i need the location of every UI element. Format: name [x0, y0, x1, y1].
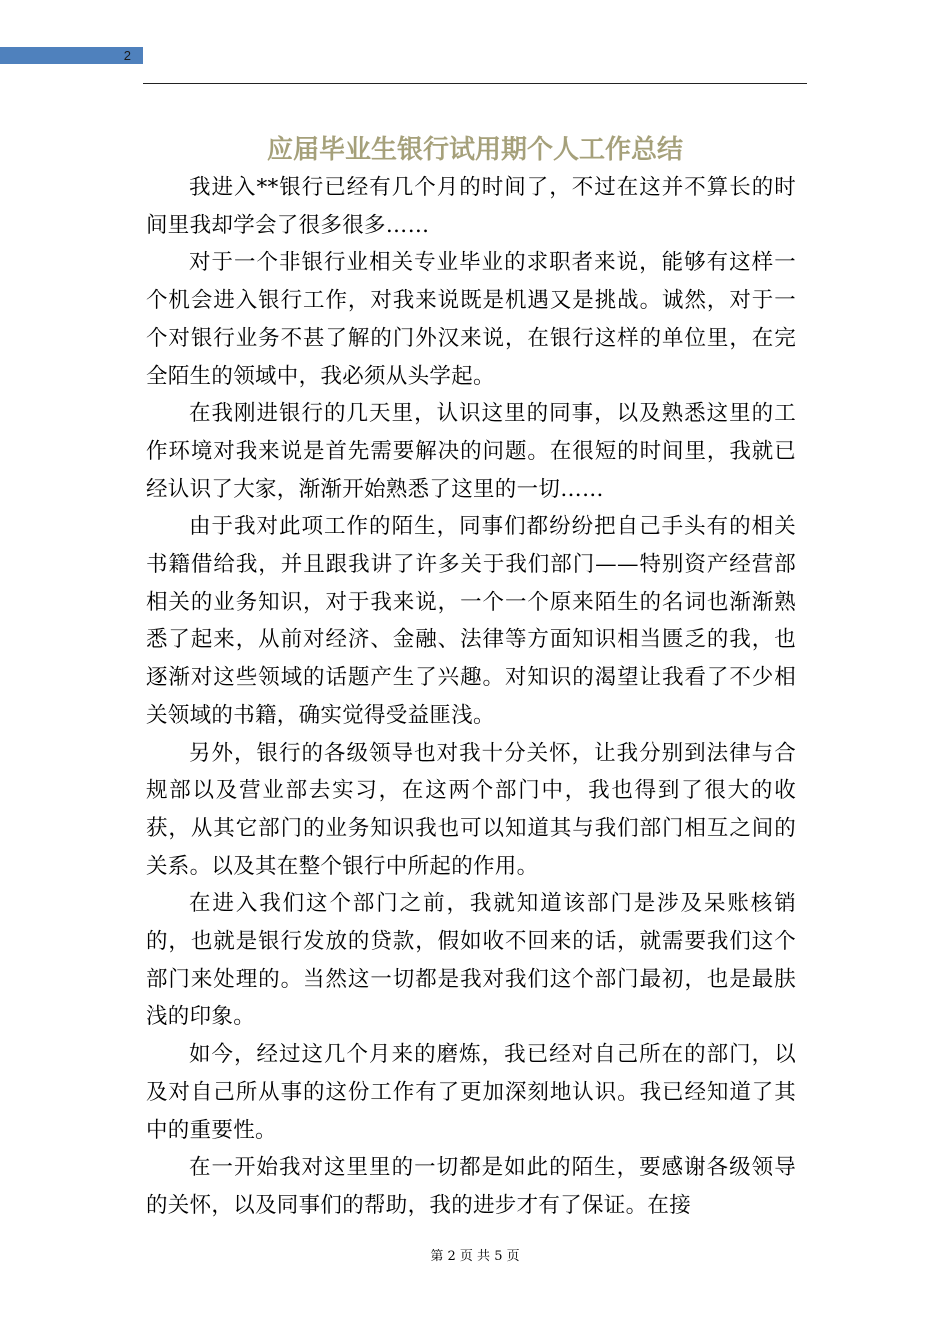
page-footer: 第 2 页 共 5 页 — [430, 1249, 520, 1264]
header-divider — [143, 83, 807, 84]
page-number-tab: 2 — [0, 47, 143, 64]
document-body — [146, 169, 796, 1225]
body-paragraph: 我进入**银行已经有几个月的时间了，不过在这并不算长的时间里我却学会了很多很多…… — [146, 175, 796, 238]
document-title: 应届毕业生银行试用期个人工作总结 — [266, 135, 683, 165]
body-paragraph: 另外，银行的各级领导也对我十分关怀，让我分别到法律与合规部以及营业部去实习，在这两个部门中，我也得到了很大的收获，从其它部门的业务知识我也可以知道其与我们部门相互之间的关系。以及其在整个银行中所起的作用。 — [146, 740, 796, 879]
body-paragraph: 对于一个非银行业相关专业毕业的求职者来说，能够有这样一个机会进入银行工作，对我来说既是机遇又是挑战。诚然，对于一个对银行业务不甚了解的门外汉来说，在银行这样的单位里，在完全陌生的领域中，我必须从头学起。 — [146, 250, 796, 389]
body-paragraph: 在我刚进银行的几天里，认识这里的同事，以及熟悉这里的工作环境对我来说是首先需要解决的问题。在很短的时间里，我就已经认识了大家，渐渐开始熟悉了这里的一切…… — [146, 401, 796, 502]
body-paragraph: 由于我对此项工作的陌生，同事们都纷纷把自己手头有的相关书籍借给我，并且跟我讲了许多关于我们部门——特别资产经营部相关的业务知识，对于我来说，一个一个原来陌生的名词也渐渐熟悉了起来，从前对经济、金融、法律等方面知识相当匮乏的我，也逐渐对这些领域的话题产生了兴趣。对知识的渴望让我看了不少相关领域的书籍，确实觉得受益匪浅。 — [146, 514, 796, 728]
body-paragraph: 在一开始我对这里里的一切都是如此的陌生，要感谢各级领导的关怀，以及同事们的帮助，我的进步才有了保证。在接 — [146, 1155, 796, 1218]
body-paragraph: 在进入我们这个部门之前，我就知道该部门是涉及呆账核销的，也就是银行发放的贷款，假如收不回来的话，就需要我们这个部门来处理的。当然这一切都是我对我们这个部门最初，也是最肤浅的印象。 — [146, 891, 796, 1030]
body-paragraph: 如今，经过这几个月来的磨炼，我已经对自己所在的部门，以及对自己所从事的这份工作有了更加深刻地认识。我已经知道了其中的重要性。 — [146, 1042, 796, 1143]
